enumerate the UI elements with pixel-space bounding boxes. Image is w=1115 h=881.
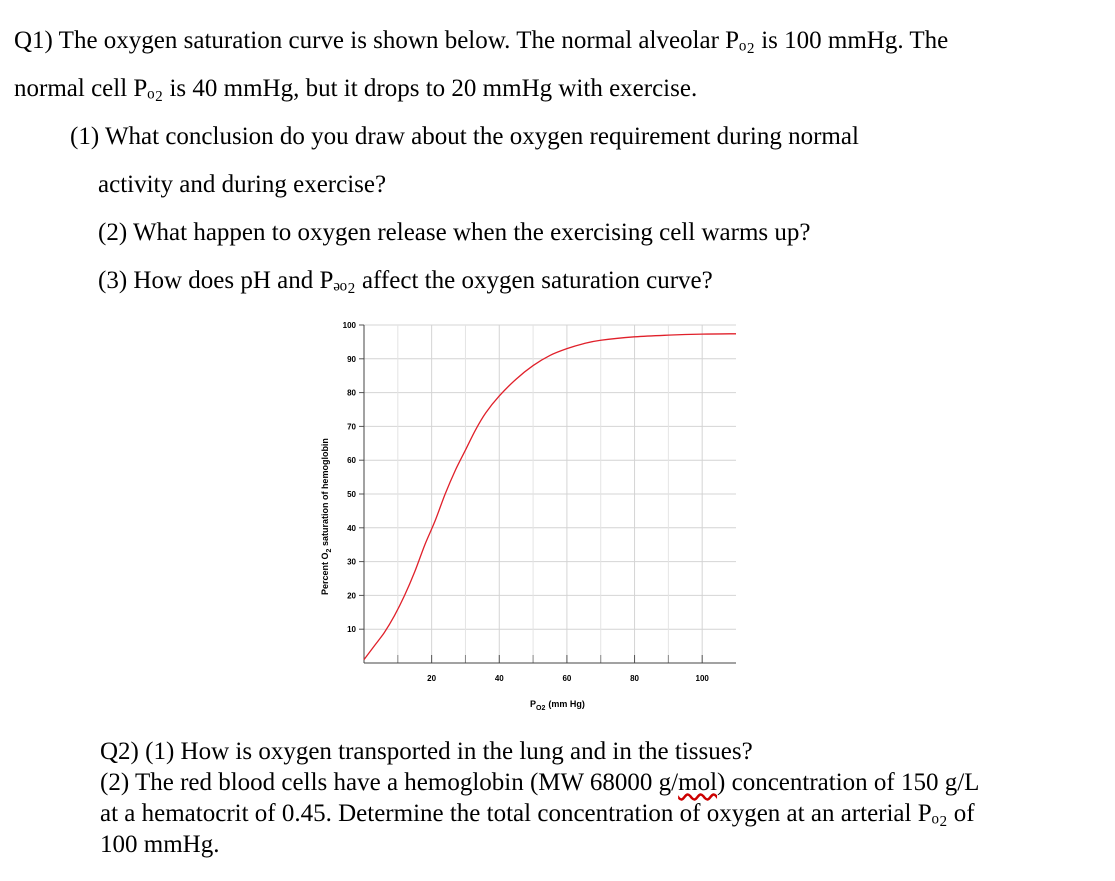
x-tick-labels: [427, 674, 709, 683]
y-tick-label: 20: [347, 591, 356, 601]
y-tick-label: 10: [347, 625, 356, 635]
q2-line-4: 100 mmHg.: [100, 831, 220, 858]
y-tick-label: 80: [347, 388, 356, 398]
x-axis-label: $P_{O2}$ (mm Hg): [530, 699, 585, 712]
y-tick-label: 100: [342, 321, 356, 330]
q1-sub-1b: activity and during exercise?: [98, 171, 387, 198]
x-tick-label: 20: [427, 674, 437, 683]
y-tick-label: 70: [347, 422, 356, 432]
x-tick-label: 60: [562, 674, 572, 683]
q1-line-2: normal cell Pₒ₂ is 40 mmHg, but it drops to 20 mmHg with exercise.: [14, 75, 698, 102]
y-tick-label: 90: [347, 354, 356, 364]
x-tick-label: 40: [494, 674, 504, 683]
oxygen-saturation-chart: [300, 305, 760, 725]
y-tick-label: 60: [347, 456, 356, 466]
x-tick-label: 100: [695, 674, 709, 683]
chart-grid: [364, 325, 736, 663]
y-tick-label: 50: [347, 490, 356, 499]
q2-line-3: at a hematocrit of 0.45. Determine the total concentration of oxygen at an arterial Pₒ₂ of: [100, 800, 975, 827]
saturation-curve: [364, 334, 736, 660]
y-axis-label: Percent $O_2$ saturation of hemoglobin: [320, 438, 333, 595]
q2-line-1: Q2) (1) How is oxygen transported in the lung and in the tissues?: [100, 738, 753, 765]
q1-sub-2: (2) What happen to oxygen release when the exercising cell warms up?: [98, 219, 811, 246]
y-tick-label: 40: [347, 523, 356, 533]
q1-sub-3: (3) How does pH and Pₔₒ₂ affect the oxygen saturation curve?: [98, 267, 713, 294]
q2-block: [100, 736, 979, 860]
y-tick-labels: [343, 321, 357, 634]
x-tick-label: 80: [630, 674, 639, 683]
q2-line-2: (2) The red blood cells have a hemoglobin (MW 68000 g/mol) concentration of 150 g/L: [100, 769, 980, 796]
q1-line-1: Q1) The oxygen saturation curve is shown below. The normal alveolar Pₒ₂ is 100 mmHg. The: [14, 27, 949, 54]
y-tick-label: 30: [347, 557, 356, 567]
q1-sub-1a: (1) What conclusion do you draw about the oxygen requirement during normal: [70, 123, 859, 150]
